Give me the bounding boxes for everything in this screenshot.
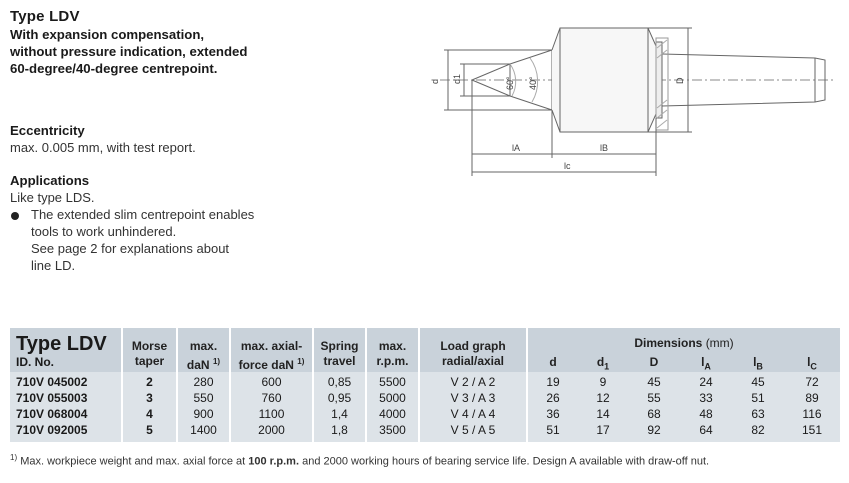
dim-col-d1: $d_1$ (596, 355, 610, 372)
cell-lB: 82 (751, 423, 765, 437)
cell-morse: 2 (146, 375, 153, 389)
cell-axial: 2000 (258, 423, 285, 437)
header-spring-travel: Spring travel (320, 339, 359, 368)
eccentricity-text: max. 0.005 mm, with test report. (10, 140, 196, 155)
header-load-graph: Load graph radial/axial (440, 339, 506, 368)
cell-load: V 3 / A 3 (450, 391, 496, 405)
cell-rpm: 4000 (379, 407, 406, 421)
page-title: Type LDV (10, 8, 80, 25)
bullet-line: line LD. (31, 258, 76, 273)
cell-max_dan: 280 (193, 375, 214, 389)
cell-lA: 64 (699, 423, 713, 437)
cell-axial: 760 (261, 391, 282, 405)
header-max-dan: max. daN $^{1)}$ (186, 339, 221, 372)
label-angle-60: 60° (505, 76, 515, 90)
bullet-line: See page 2 for explanations about (31, 241, 230, 256)
cell-lC: 151 (801, 423, 823, 437)
cell-d1: 14 (596, 407, 610, 421)
label-D: D (675, 77, 685, 84)
intro-text: With expansion compensation, without pressure indication, extended 60-degree/40-degree centrepoint. (10, 27, 248, 76)
cell-lA: 48 (699, 407, 713, 421)
cell-lA: 33 (699, 391, 713, 405)
applications-heading: Applications (10, 173, 90, 188)
cell-load: V 2 / A 2 (450, 375, 496, 389)
dim-col-D: D (649, 355, 659, 369)
cell-d: 19 (546, 375, 560, 389)
cell-lB: 63 (751, 407, 765, 421)
cell-D: 45 (647, 375, 661, 389)
bullet-icon (11, 212, 19, 220)
cell-rpm: 5000 (379, 391, 406, 405)
applications-bullet (31, 206, 271, 274)
cell-d: 26 (546, 391, 560, 405)
cell-rpm: 3500 (379, 423, 406, 437)
cell-morse: 3 (146, 391, 153, 405)
label-d1: d1 (452, 73, 462, 84)
dim-col-lC: $l_C$ (807, 355, 817, 372)
header-max-axial-force: max. axial- force daN $^{1)}$ (238, 339, 305, 372)
table-title: Type LDV (16, 333, 107, 355)
cell-D: 92 (647, 423, 661, 437)
row-id: 710V 045002 (16, 375, 88, 389)
cell-lC: 89 (805, 391, 819, 405)
cell-lB: 45 (751, 375, 765, 389)
cell-max_dan: 550 (193, 391, 214, 405)
id-header: ID. No. (16, 355, 54, 369)
cell-max_dan: 1400 (190, 423, 217, 437)
cell-d1: 12 (596, 391, 610, 405)
cell-d: 36 (546, 407, 560, 421)
footnote: $^{1)}$ Max. workpiece weight and max. axial force at 100 r.p.m. and 2000 working hours of bearing service life. Design A available with draw-off nut. (10, 453, 710, 468)
cell-morse: 4 (146, 407, 153, 421)
cell-spring: 1,8 (331, 423, 348, 437)
cell-load: V 5 / A 5 (450, 423, 496, 437)
cell-load: V 4 / A 4 (450, 407, 496, 421)
eccentricity-heading: Eccentricity (10, 123, 85, 138)
dim-col-lA: $l_A$ (701, 355, 711, 372)
cell-spring: 0,95 (327, 391, 352, 405)
cell-axial: 600 (261, 375, 282, 389)
technical-drawing (420, 18, 840, 188)
row-id: 710V 092005 (16, 423, 88, 437)
cell-morse: 5 (146, 423, 153, 437)
cell-lC: 116 (802, 407, 822, 421)
header-morse-taper: Morse taper (131, 339, 168, 368)
dim-col-lB: $l_B$ (753, 355, 763, 372)
row-id: 710V 055003 (16, 391, 88, 405)
cell-rpm: 5500 (379, 375, 406, 389)
label-lA: lA (512, 143, 521, 153)
label-angle-40: 40° (528, 76, 538, 90)
header-max-rpm: max. r.p.m. (376, 339, 409, 368)
cell-D: 68 (647, 407, 661, 421)
dimensions-header: Dimensions (mm) (634, 336, 734, 350)
cell-lC: 72 (805, 375, 819, 389)
label-lc: lc (564, 161, 571, 171)
bullet-line: The extended slim centrepoint enables (31, 207, 255, 222)
cell-max_dan: 900 (193, 407, 214, 421)
cell-d1: 9 (599, 375, 607, 389)
cell-lB: 51 (751, 391, 765, 405)
cell-spring: 0,85 (327, 375, 352, 389)
cell-d: 51 (546, 423, 560, 437)
bullet-line: tools to work unhindered. (31, 224, 177, 239)
dim-col-d: d (549, 355, 557, 369)
cell-axial: 1100 (258, 407, 285, 421)
cell-lA: 24 (699, 375, 713, 389)
row-id: 710V 068004 (16, 407, 88, 421)
applications-text: Like type LDS. (10, 190, 95, 205)
cell-d1: 17 (596, 423, 610, 437)
label-lB: lB (600, 143, 609, 153)
label-d: d (430, 78, 440, 84)
cell-D: 55 (647, 391, 661, 405)
cell-spring: 1,4 (331, 407, 348, 421)
